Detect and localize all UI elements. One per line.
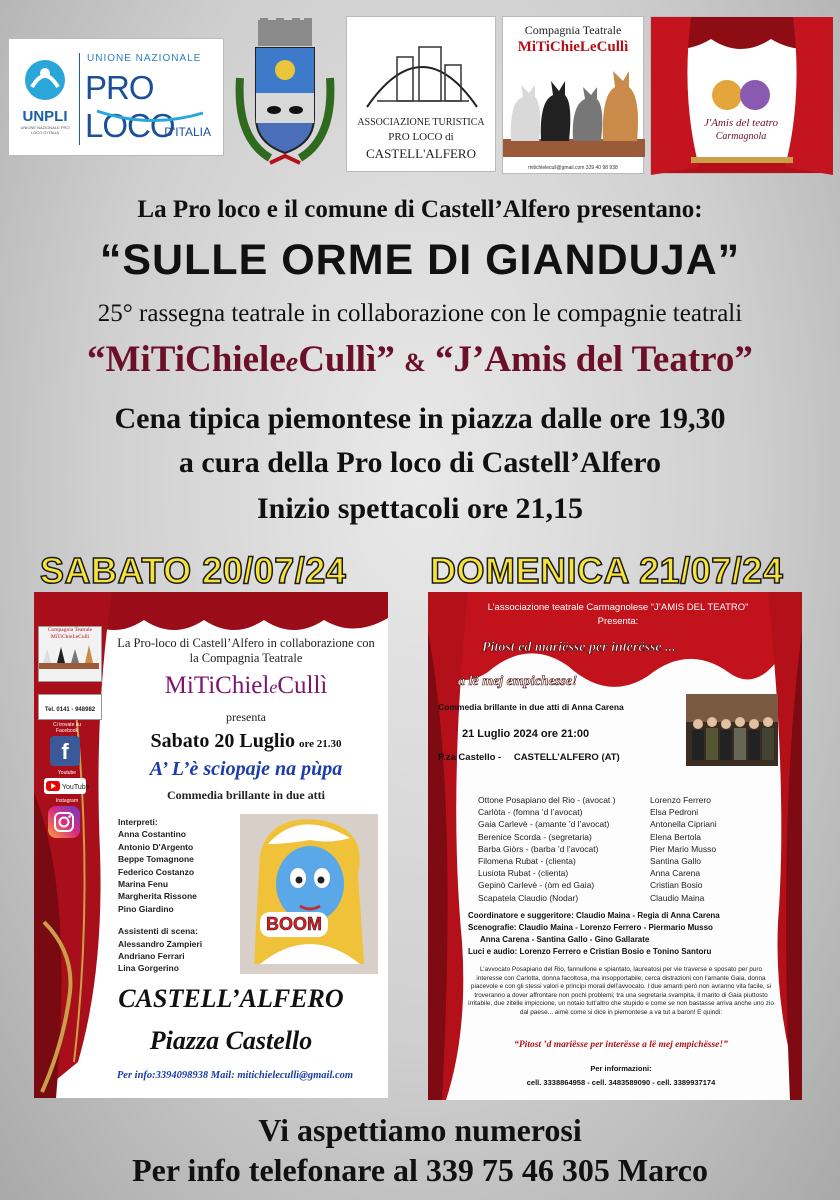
sat-genre: Commedia brillante in due atti [167,788,325,802]
cast-role: Scapatela Claudio (Nodar) [478,892,579,903]
cast-row [478,855,738,867]
side-yt-text: Youtube [57,770,77,776]
start-time-line: Inizio spettacoli ore 21,15 [256,492,584,525]
cast-row [478,794,738,806]
cast-actor: Elena Bertola [650,831,702,842]
stage-curtain-icon [651,17,833,175]
side-tel-box [38,694,102,720]
sun-place [438,752,620,763]
mitichielecull-logo [502,16,644,174]
jamis-line1: J'Amis del teatro [703,117,779,129]
unpli-logo [8,38,224,156]
youtube-icon[interactable] [44,778,90,794]
cast-actor: Pier Mario Musso [650,843,717,854]
sat-interpreters [118,816,238,975]
interpreter: Margherita Rissone [118,891,197,902]
sun-assoc: L’associazione teatrale Carmagnolese “J’AMIS DEL TEATRO” [487,602,749,613]
sat-time: ore 21.30 [298,738,342,750]
cats-illustration-icon [503,61,645,157]
saturday-label: SABATO 20/07/24 [40,550,347,591]
sat-date-line [114,730,378,753]
boom-text: BOOM [260,912,328,937]
interpreter: Federico Costanzo [118,866,195,877]
company-a-part2: Cullì” [298,339,395,380]
side-cats-icon [39,641,99,669]
dinner-line: Cena tipica piemontese in piazza dalle ore 19,30 [114,402,726,435]
castle-drawing-icon [347,17,497,117]
cast-role: Berenice Scorda - (segretaria) [478,831,592,842]
sat-play-title: A’ L’è sciopaje na pùpa [149,758,343,780]
cast-row [478,831,738,843]
footer-line2: Per info telefonare al 339 75 46 305 Marco [132,1152,708,1188]
assoc-line2: PRO LOCO di [388,131,454,143]
assistant: Andriano Ferrari [118,951,185,962]
facebook-icon[interactable]: f [50,736,80,766]
cast-actor: Cristian Bosio [650,880,703,891]
unpli-top: UNIONE NAZIONALE [87,53,202,64]
cartoon-character-icon [240,814,378,974]
cast-role: Gaia Carlevè - (amante ’d l’avocat) [478,819,610,830]
smurfette-illustration [240,814,378,974]
unpli-wave-icon [95,107,205,125]
credit-line: Coordinatore e suggeritore: Claudio Maina - Regia di Anna Carena [468,911,720,920]
sun-place-b: CASTELL’ALFERO (AT) [513,752,620,763]
interpreter: Anna Costantino [118,829,186,840]
sun-phones: cell. 3338864958 - cell. 3483589090 - cell. 3389937174 [526,1078,716,1087]
side-company-box [38,626,102,682]
organizer-line: a cura della Pro loco di Castell’Alfero [178,446,662,479]
unpli-main: PRO LOCO [85,69,175,144]
side-company-text: Compagnia Teatrale MiTiChieLeCullì [47,627,93,640]
jamis-line2: Carmagnola [715,131,767,142]
interpreter: Pino Giardino [118,903,174,914]
sun-title1: Pitost ed mariësse per interësse ... [482,640,676,655]
sunday-poster [428,592,802,1100]
side-tel: Tel. 0141 - 948982 [44,707,96,713]
sat-company-c: Cullì [277,672,328,699]
sun-datetime: 21 Luglio 2024 ore 21:00 [462,728,590,740]
cast-role: Carlòta - (fomna ’d l’avocat) [478,807,583,818]
assoc-line1: ASSOCIAZIONE TURISTICA [357,117,485,128]
interpreter: Marina Fenu [118,879,169,890]
cast-role: Lusiota Rubat - (clienta) [478,868,569,879]
cast-actor: Claudio Maina [650,892,705,903]
sun-info-label: Per informazioni: [590,1064,652,1073]
sat-presenta: presenta [226,710,266,724]
cast-actor: Antonella Cipriani [650,819,717,830]
cast-actor: Anna Carena [650,868,701,879]
unpli-sub: D'ITALIA [164,125,211,139]
cast-role: Barba Giòrs - (barba ’d l’avocat) [478,843,599,854]
cast-role: Ottone Posapiano del Rio - (avocat ) [478,795,616,805]
mit-footer: mitichielecull@gmail.com 339 40 98 938 [528,165,618,171]
assistants-label: Assistenti di scena: [118,926,198,937]
sat-place1: CASTELL’ALFERO [118,984,344,1013]
sun-plot: L’avvocato Posapiano del Rio, fannullone e spiantato, laureatosi per vie traverse e sposato per puro interesse con Carlotta, donna facoltosa, ma insopportabile; cerca distrazioni con l’amante Gaia, donna piacevole e con gli stessi valori e principi morali dell’avvocato. I due amanti però non avranno vita facile, si troveranno a dover affrontare non pochi problemi; tra una segretaria svampita, il marito di Gaia piuttosto irritabile, due zitelle impiccione, un notaio tutt’altro che stupido e come se non bastasse arriva anche uno zio dal paese... aimè come si dice in piemontese a va tut a baron! E quindi: [468,966,774,1016]
unpli-badge: UNPLI [22,108,68,125]
mit-line1: Compagnia Teatrale [524,23,622,37]
sun-credits [468,910,768,958]
sun-genre: Commedia brillante in due atti di Anna Carena [438,702,624,712]
footer-line1: Vi aspettiamo numerosi [258,1112,582,1148]
group-photo-icon [686,694,778,766]
cast-actor: Santina Gallo [650,856,702,867]
cast-row [478,879,738,891]
credit-line: Anna Carena - Santina Gallo - Gino Gallarate [480,935,650,944]
credit-line: Luci e audio: Lorenzo Ferrero e Cristian Bosio e Tonino Santoru [468,947,712,956]
side-fb-text: Ci trovate su Facebook [52,722,82,734]
sat-info: Per info:3394098938 Mail: mitichielecullì@gmail.com [116,1070,354,1081]
side-ig-text: Instagram [55,798,79,804]
unpli-badge-sub: UNIONE NAZIONALE PRO LOCO D'ITALIA [20,125,70,135]
cast-actor: Lorenzo Ferrero [650,795,711,805]
assistant: Lina Gorgerino [118,963,179,974]
sat-company-a: MiTiChiel [164,672,270,699]
sat-place2: Piazza Castello [149,1026,313,1055]
interpreters-label: Interpreti: [118,817,158,827]
cast-row [478,806,738,818]
instagram-icon[interactable] [48,806,80,838]
sunday-label: DOMENICA 21/07/24 [430,550,784,591]
associazione-turistica-logo [346,16,496,172]
interpreter: Beppe Tomagnone [118,854,194,865]
sun-title2: a lë mej empichesse! [458,674,578,689]
svg-text:YouTube: YouTube [62,784,90,791]
company-a-italic: e [285,347,299,378]
interpreter: Antonio D'Argento [118,841,194,852]
cast-row [478,843,738,855]
credit-line: Scenografie: Claudio Maina - Lorenzo Ferrero - Piermario Musso [468,923,713,932]
event-title: “SULLE ORME DI GIANDUJA” [99,236,741,284]
sat-company [114,672,378,700]
cast-photo [686,694,778,766]
saturday-poster [34,592,388,1098]
company-a-part1: “MiTiChiele [87,339,286,380]
presenting-line: La Pro loco e il comune di Castell’Alfero presentano: [137,196,703,223]
sun-place-a: P.za Castello - [438,752,502,763]
sun-presenta: Presenta: [597,616,639,627]
companies-and: & [404,348,426,377]
comune-crest [230,18,340,173]
cast-row [478,892,738,904]
sat-date: Sabato 20 Luglio [150,730,295,752]
cast-list [478,794,738,904]
company-b: “J’Amis del Teatro” [435,339,753,380]
companies-line [0,338,840,381]
mit-line2: MiTiChieLeCullì [517,39,629,55]
cast-row [478,867,738,879]
sat-company-b: e [269,677,278,697]
cast-actor: Elsa Pedroni [650,807,699,818]
jamis-del-teatro-logo [650,16,832,174]
cast-row [478,818,738,830]
assoc-line3: CASTELL'ALFERO [366,146,476,161]
assistant: Alessandro Zampieri [118,938,203,949]
sat-intro: La Pro-loco di Castell’Alfero in collaborazione con la Compagnia Teatrale [117,636,375,665]
unpli-emblem-icon [22,57,68,103]
sun-quote: “Pitost ’d mariësse per interësse a lë mej empichësse!” [514,1040,728,1050]
cast-role: Gepinò Carlevè - (òm ed Gaia) [478,880,595,891]
cast-role: Filomena Rubat - (clienta) [478,856,576,867]
coat-of-arms-icon [230,18,340,173]
edition-subtitle: 25° rassegna teatrale in collaborazione con le compagnie teatrali [97,300,743,327]
